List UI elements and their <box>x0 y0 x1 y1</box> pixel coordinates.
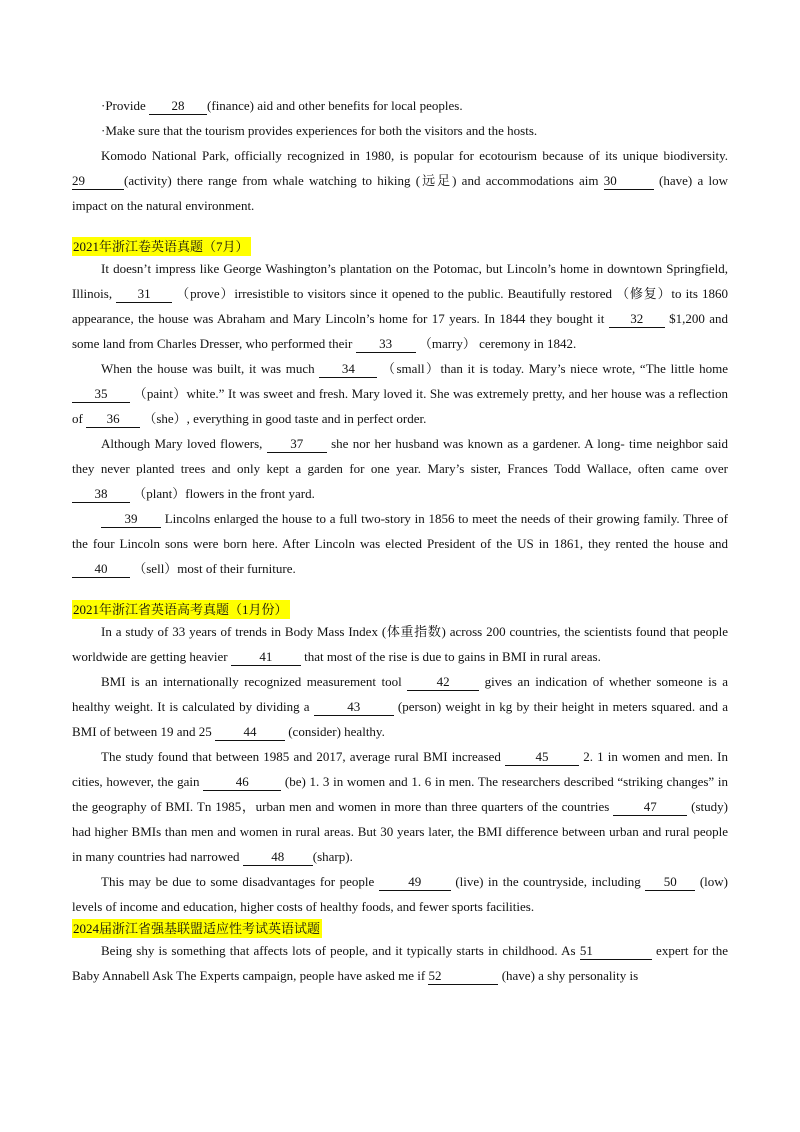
text: This may be due to some disadvantages for people <box>101 874 379 889</box>
text: (low) levels of income and education, higher costs of healthy foods, and fewer sports facilities. <box>72 874 728 914</box>
paragraph <box>72 869 728 919</box>
answer-blank[interactable]: 30 <box>604 173 654 190</box>
paragraph <box>72 744 728 869</box>
answer-blank[interactable]: 51 <box>580 943 652 960</box>
text: （small）than it is today. Mary’s niece wrote, “The little home <box>377 361 728 376</box>
paragraph <box>72 256 728 356</box>
text: In a study of 33 years of trends in Body Mass Index (体重指数) across 200 countries, the scientists found that people worldwide are getting heavier <box>72 624 728 664</box>
answer-blank[interactable]: 39 <box>101 511 161 528</box>
answer-blank[interactable]: 29 <box>72 173 124 190</box>
text: (activity) there range from whale watching to hiking (远足) and accommodations aim <box>124 173 604 188</box>
answer-blank[interactable]: 43 <box>314 699 394 716</box>
text: (have) a shy personality is <box>498 968 639 983</box>
answer-blank[interactable]: 41 <box>231 649 301 666</box>
text: （marry） ceremony in 1842. <box>415 336 577 351</box>
text: Komodo National Park, officially recognized in 1980, is popular for ecotourism because of its unique biodiversity. <box>101 148 728 163</box>
section-heading: 2024届浙江省强基联盟适应性考试英语试题 <box>73 921 321 936</box>
answer-blank[interactable]: 35 <box>72 386 130 403</box>
bullet-experiences: ·Make sure that the tourism provides experiences for both the visitors and the hosts. <box>101 123 538 138</box>
text: (have) a low impact on the natural environment. <box>72 173 728 213</box>
answer-blank[interactable]: 37 <box>267 436 327 453</box>
text: The study found that between 1985 and 2017, average rural BMI increased <box>101 749 506 764</box>
bullet-finance <box>72 93 728 118</box>
text: expert for the Baby Annabell Ask The Experts campaign, people have asked me if <box>72 943 728 983</box>
answer-blank[interactable]: 47 <box>613 799 687 816</box>
answer-blank[interactable]: 40 <box>72 561 130 578</box>
text: that most of the rise is due to gains in BMI in rural areas. <box>300 649 601 664</box>
answer-blank[interactable]: 50 <box>645 874 695 891</box>
paragraph <box>72 619 728 669</box>
text: When the house was built, it was much <box>101 361 320 376</box>
paragraph <box>72 431 728 506</box>
answer-blank[interactable]: 45 <box>505 749 579 766</box>
text: she nor her husband was known as a gardener. A long- time neighbor said they never planted trees and only kept a garden for one year. Mary’s sister, Frances Todd Wallace, often came over <box>72 436 728 476</box>
document-page <box>72 93 728 988</box>
text: （plant）flowers in the front yard. <box>130 486 315 501</box>
text: （paint）white.” It was sweet and fresh. Mary loved it. She was extremely pretty, and her house was a reflection of <box>72 386 728 426</box>
text: gives an indication of whether someone is a healthy weight. It is calculated by dividing a <box>72 674 728 714</box>
answer-blank[interactable]: 28 <box>149 98 207 115</box>
answer-blank[interactable]: 52 <box>428 968 498 985</box>
answer-blank[interactable]: 46 <box>203 774 281 791</box>
text: (consider) healthy. <box>284 724 385 739</box>
answer-blank[interactable]: 36 <box>86 411 140 428</box>
text: （prove）irresistible to visitors since it opened to the public. Beautifully restored （修复）to its 1860 appearance, the house was Abraham and Mary Lincoln’s home for 17 years. In 1844 they bought it <box>72 286 728 326</box>
text: Although Mary loved flowers, <box>101 436 267 451</box>
answer-blank[interactable]: 49 <box>379 874 451 891</box>
answer-blank[interactable]: 34 <box>319 361 377 378</box>
text: (live) in the countryside, including <box>450 874 646 889</box>
answer-blank[interactable]: 32 <box>609 311 665 328</box>
paragraph <box>72 506 728 581</box>
answer-blank[interactable]: 44 <box>215 724 285 741</box>
text: 2. 1 in women and men. In cities, however, the gain <box>72 749 728 789</box>
answer-blank[interactable]: 33 <box>356 336 416 353</box>
section-2024 <box>72 919 728 988</box>
paragraph <box>72 938 728 988</box>
section-tourism <box>72 93 728 218</box>
text: (be) 1. 3 in women and 1. 6 in men. The researchers described “striking changes” in the geography of BMI. Tn 1985，urban men and women in more than three quarters of the countries <box>72 774 728 814</box>
paragraph <box>72 669 728 744</box>
text: （sell）most of their furniture. <box>130 561 296 576</box>
text: （she）, everything in good taste and in perfect order. <box>140 411 427 426</box>
text: ·Provide <box>101 98 150 113</box>
text: Being shy is something that affects lots of people, and it typically starts in childhood. As <box>101 943 580 958</box>
text: (person) weight in kg by their height in meters squared. and a BMI of between 19 and 25 <box>72 699 728 739</box>
answer-blank[interactable]: 31 <box>116 286 172 303</box>
answer-blank[interactable]: 38 <box>72 486 130 503</box>
text: BMI is an internationally recognized measurement tool <box>101 674 408 689</box>
text: Lincolns enlarged the house to a full two-story in 1856 to meet the needs of their growing family. Three of the four Lincoln sons were born here. After Lincoln was elected President of the US in 1861, they rented the house and <box>72 511 728 551</box>
section-2021-july <box>72 237 728 581</box>
text: (finance) aid and other benefits for local peoples. <box>207 98 463 113</box>
text: It doesn’t impress like George Washington’s plantation on the Potomac, but Lincoln’s home in downtown Springfield, Illinois, <box>72 261 728 301</box>
text: (sharp). <box>312 849 353 864</box>
answer-blank[interactable]: 48 <box>243 849 313 866</box>
section-heading: 2021年浙江省英语高考真题（1月份） <box>73 602 288 617</box>
section-heading: 2021年浙江卷英语真题（7月） <box>73 239 249 254</box>
paragraph <box>72 356 728 431</box>
text: (study) had higher BMIs than men and women in rural areas. But 30 years later, the BMI difference between urban and rural people in many countries had narrowed <box>72 799 728 864</box>
section-2021-january <box>72 600 728 919</box>
paragraph-komodo <box>72 143 728 218</box>
answer-blank[interactable]: 42 <box>407 674 479 691</box>
text: $1,200 and some land from Charles Dresser, who performed their <box>72 311 729 351</box>
